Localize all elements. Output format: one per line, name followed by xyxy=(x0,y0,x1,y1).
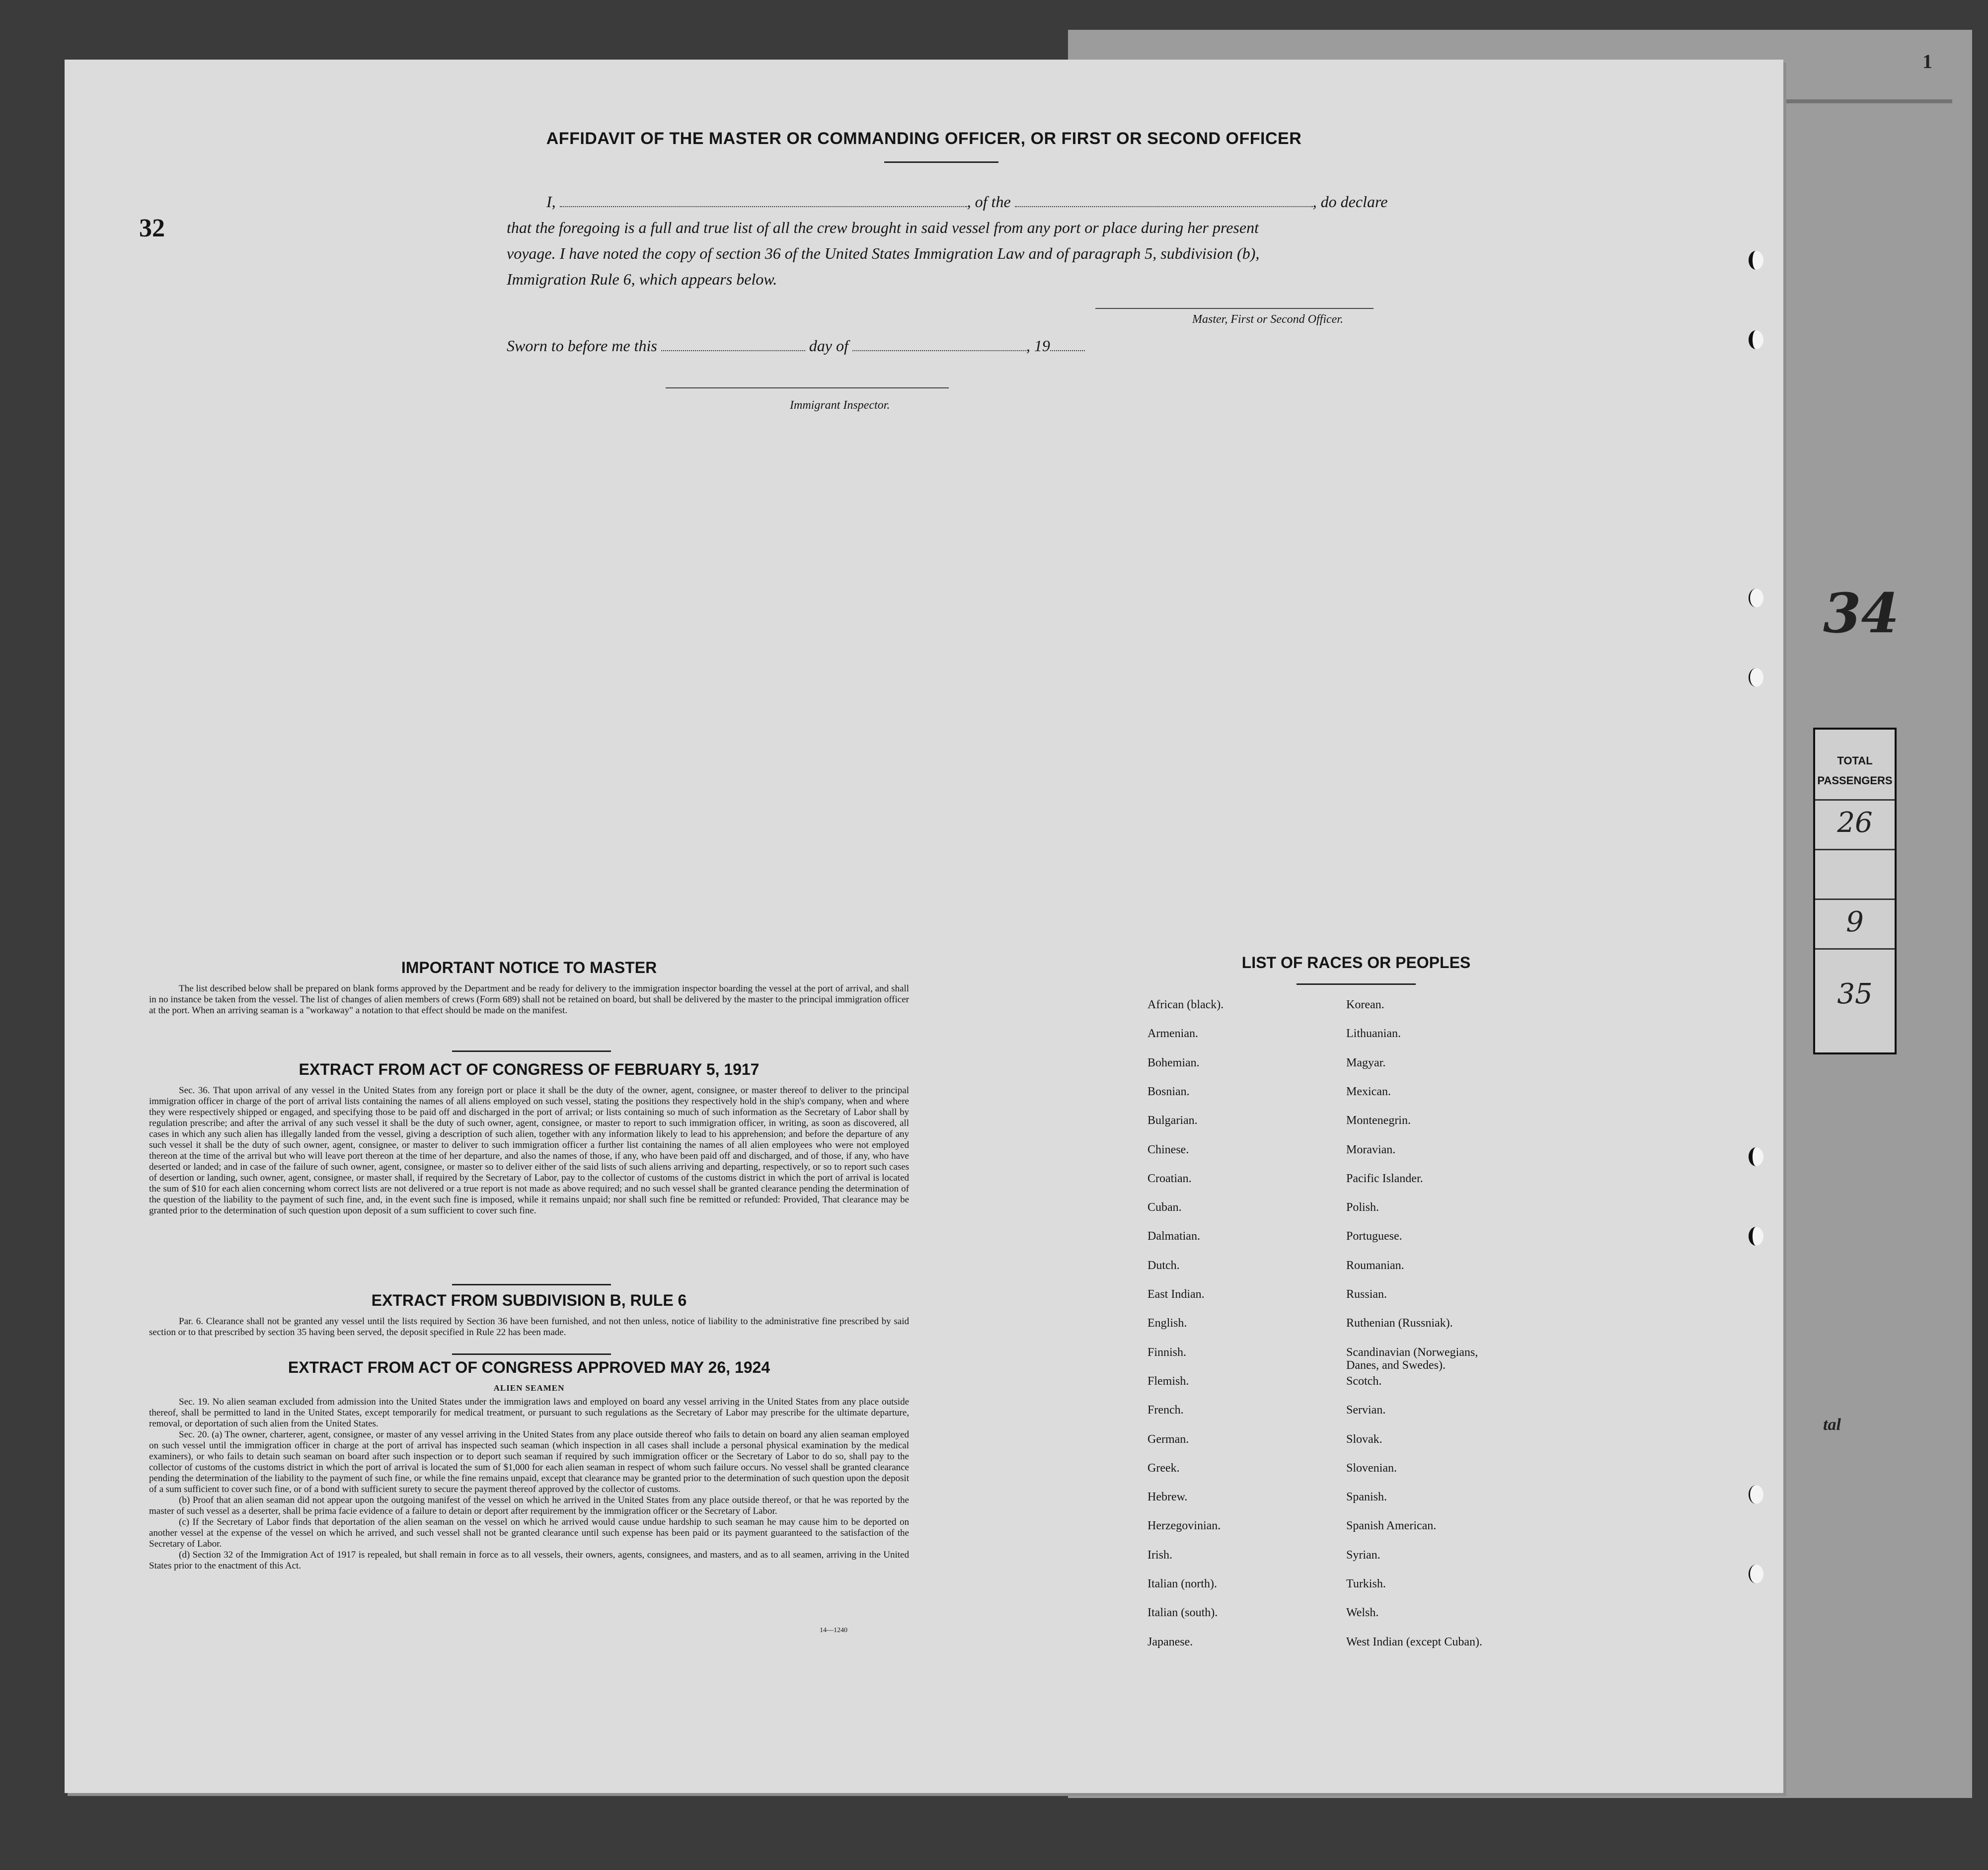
race-item-right: Syrian. xyxy=(1346,1548,1380,1562)
extract-1924-title: EXTRACT FROM ACT OF CONGRESS APPROVED MAY 26, 1924 xyxy=(288,1358,770,1376)
extract-1917-text: Sec. 36. That upon arrival of any vessel in the United States from any foreign port or place it shall be the duty of the owner, agent, consignee, or master thereof to deliver to the principal immigration officer in charge of the port of arrival lists containing the names of all aliens employed on such vessel, stating the positions they respectively hold in the ship's company, when and where they were respectively shipped or engaged, and specifying those to be paid off and discharged in the port of arrival; or lists containing so much of such information as the Secretary of Labor shall by regulation prescribe; and after the arrival of any such vessel it shall be the duty of such owner, agent, consignee, or master to report to such immigration officer, in writing, as soon as discovered, all cases in which any such alien has illegally landed from the vessel, giving a description of such alien, together with any information likely to lead to his apprehension; and before the departure of any such vessel it shall be the duty of such owner, agent, consignee, or master to deliver to such immigration officer a further list containing the names of all alien employees who were not employed thereon at the time of the arrival but who will leave port thereon at the time of her departure, and also the names of those, if any, who have been paid off and discharged, and of those, if any, who have deserted or landed; and in case of the failure of such owner, agent, consignee, or master so to deliver either of the said lists of such aliens arriving and departing, respectively, or so to report such cases of desertion or landing, such owner, agent, consignee, or master shall, if required by the Secretary of Labor, pay to the collector of customs of the customs district in which the port of arrival is located the sum of $10 for each alien concerning whom correct lists are not delivered or a true report is not made as above required; and no such vessel shall be granted clearance pending the determination of the question of the liability to the payment of such fine, and, in the event such fine is imposed, while it remains unpaid; nor shall such fine be remitted or refunded: Provided, That clearance may be granted prior to the determination of such question upon deposit of a sum sufficient to cover such fine. xyxy=(149,1085,909,1216)
race-item-right: West Indian (except Cuban). xyxy=(1346,1635,1482,1648)
declarant-suffix: , do declare xyxy=(1312,193,1388,211)
race-item-right: Lithuanian. xyxy=(1346,1027,1401,1041)
fragment-text: tal xyxy=(1823,1416,1841,1434)
race-item-left: Dalmatian. xyxy=(1147,1230,1200,1243)
race-item-left: Bosnian. xyxy=(1147,1085,1190,1098)
sworn-day-field[interactable] xyxy=(661,337,805,351)
total-passengers-tally xyxy=(1813,728,1897,1054)
affidavit-form-page xyxy=(65,60,1783,1793)
races-title: LIST OF RACES OR PEOPLES xyxy=(1241,954,1471,972)
sworn-year-prefix: , 19 xyxy=(1026,337,1050,355)
race-item-left: Croatian. xyxy=(1147,1172,1192,1185)
race-item-left: Dutch. xyxy=(1147,1259,1180,1272)
sec-20a-text: Sec. 20. (a) The owner, charterer, agent, consignee, or master of any vessel arriving in the United States from any place outside thereof who fails to detain on board any alien seaman employed on such vessel until the immigration officer in charge at the port of arrival has inspected such seaman (which inspection in all cases shall include a personal physical examination by the medical examiners), or who fails to detain such seaman on board after such inspection or to deport such seaman if required by such immigration officer or the Secretary of Labor to do so, shall pay to the collector of customs of the customs district in which the port of arrival is located the sum of $1,000 for each alien seaman in respect of whom such failure occurs. No vessel shall be granted clearance pending the determination of the liability to the payment of such fine, or while the fine remains unpaid, except that clearance may be granted prior to the determination of such question upon the deposit of a sum sufficient to cover such fine, or of a bond with sufficient surety to secure the payment thereof approved by the collector of customs. xyxy=(149,1429,909,1495)
binder-hole xyxy=(1749,1147,1763,1166)
tally-label-total: TOTAL xyxy=(1837,754,1873,767)
race-item-left: Finnish. xyxy=(1147,1346,1187,1359)
notice-title: IMPORTANT NOTICE TO MASTER xyxy=(401,959,657,976)
race-item-left: Flemish. xyxy=(1147,1374,1189,1388)
handwritten-scrawl: 34 xyxy=(1823,581,1900,645)
title-rule xyxy=(884,161,998,163)
sec-20b-text: (b) Proof that an alien seaman did not appear upon the outgoing manifest of the vessel on which he arrived in the United States from any place outside thereof, or that he was reported by the master of such vessel as a deserter, shall be prima facie evidence of a failure to detain or deport after requirement by the immigration officer or the Secretary of Labor. xyxy=(149,1495,909,1516)
race-item-left: Armenian. xyxy=(1147,1027,1198,1041)
statement-line-3: voyage. I have noted the copy of section 36 of the United States Immigration Law and of paragraph 5, subdivision (b), xyxy=(507,244,1260,262)
race-item-left: English. xyxy=(1147,1317,1187,1330)
race-item-left: Greek. xyxy=(1147,1461,1180,1475)
binder-hole xyxy=(1749,668,1763,687)
race-item-left: Irish. xyxy=(1147,1548,1172,1562)
extract-rule6-rule xyxy=(452,1353,611,1355)
alien-seamen-subtitle: ALIEN SEAMEN xyxy=(493,1383,565,1393)
race-item-left: Japanese. xyxy=(1147,1635,1193,1648)
race-item-right: Slovenian. xyxy=(1346,1461,1397,1475)
race-item-left: Italian (north). xyxy=(1147,1577,1217,1590)
binder-hole xyxy=(1749,1565,1763,1583)
race-item-right: Moravian. xyxy=(1346,1143,1396,1156)
race-item-right: Ruthenian (Russniak). xyxy=(1346,1317,1453,1330)
declarant-of-the: , of the xyxy=(967,193,1011,211)
extract-1917-title: EXTRACT FROM ACT OF CONGRESS OF FEBRUARY 5, 1917 xyxy=(299,1060,760,1078)
race-item-left: Bohemian. xyxy=(1147,1056,1200,1069)
affidavit-statement xyxy=(507,189,1480,292)
sworn-line xyxy=(507,333,1202,359)
race-item-right: Scotch. xyxy=(1346,1374,1382,1388)
tally-label-passengers: PASSENGERS xyxy=(1817,774,1893,787)
race-item-right: Scandinavian (Norwegians, Danes, and Swedes). xyxy=(1346,1346,1478,1372)
race-item-right: Spanish American. xyxy=(1346,1519,1437,1533)
race-item-left: Herzegovinian. xyxy=(1147,1519,1221,1533)
race-item-left: African (black). xyxy=(1147,998,1224,1011)
binder-hole xyxy=(1749,1227,1763,1246)
form-number: 14—1240 xyxy=(820,1627,847,1634)
tally-value-2: 9 xyxy=(1846,906,1864,938)
race-item-right: Roumanian. xyxy=(1346,1259,1404,1272)
master-signature-line[interactable] xyxy=(1095,308,1374,309)
extract-1924-body xyxy=(149,1397,909,1571)
tally-value-3: 35 xyxy=(1837,978,1873,1010)
binder-hole xyxy=(1749,1485,1763,1504)
extract-rule6-text: Par. 6. Clearance shall not be granted any vessel until the lists required by Section 36 have been furnished, and not then unless, notice of liability to the administrative fine prescribed by said section or to that prescribed by section 35 having been served, the deposit specified in Rule 22 has been made. xyxy=(149,1316,909,1338)
corner-mark: 1 xyxy=(1922,50,1932,73)
race-item-right: Pacific Islander. xyxy=(1346,1172,1423,1185)
notice-rule xyxy=(452,1050,611,1052)
sworn-year-field[interactable] xyxy=(1050,337,1085,351)
inspector-signature-line[interactable] xyxy=(666,387,949,388)
race-item-left: East Indian. xyxy=(1147,1288,1205,1301)
race-item-right: Korean. xyxy=(1346,998,1384,1011)
extract-1917-rule xyxy=(452,1284,611,1285)
affidavit-title: AFFIDAVIT OF THE MASTER OR COMMANDING OFFICER, OR FIRST OR SECOND OFFICER xyxy=(546,129,1302,148)
race-item-right: Russian. xyxy=(1346,1288,1387,1301)
race-item-left: Italian (south). xyxy=(1147,1606,1218,1620)
sworn-prefix: Sworn to before me this xyxy=(507,337,657,355)
race-item-left: Chinese. xyxy=(1147,1143,1189,1156)
race-item-right: Turkish. xyxy=(1346,1577,1386,1590)
race-item-left: French. xyxy=(1147,1404,1184,1417)
master-signature-caption: Master, First or Second Officer. xyxy=(1192,313,1343,326)
extract-rule6-title: EXTRACT FROM SUBDIVISION B, RULE 6 xyxy=(371,1291,687,1309)
binder-hole xyxy=(1749,330,1763,349)
vessel-name-field[interactable] xyxy=(1015,193,1313,207)
races-rule xyxy=(1297,983,1416,985)
race-item-right: Polish. xyxy=(1346,1201,1379,1214)
race-item-right: Mexican. xyxy=(1346,1085,1391,1098)
race-item-right: Montenegrin. xyxy=(1346,1114,1411,1127)
race-item-right: Spanish. xyxy=(1346,1491,1387,1504)
race-item-right: Portuguese. xyxy=(1346,1230,1402,1243)
sec-20d-text: (d) Section 32 of the Immigration Act of 1917 is repealed, but shall remain in force as to all vessels, their owners, agents, consignees, and masters, and as to all seamen, arriving in the United States prior to the enactment of this Act. xyxy=(149,1550,909,1571)
declarant-prefix: I, xyxy=(546,193,556,211)
statement-line-4: Immigration Rule 6, which appears below. xyxy=(507,270,777,288)
sec-20c-text: (c) If the Secretary of Labor finds that deportation of the alien seaman on the vessel on which he arrived would cause undue hardship to such seaman he may cause him to be deported on another vessel at the expense of the vessel on which he arrived, and such vessel shall not be granted clearance until such expense has been paid or its payment guaranteed to the satisfaction of the Secretary of Labor. xyxy=(149,1517,909,1549)
binder-hole xyxy=(1749,589,1763,607)
sec-19-text: Sec. 19. No alien seaman excluded from admission into the United States under the immigration laws and employed on board any vessel arriving in the United States from any place outside thereof, shall be permitted to land in the United States, except temporarily for medical treatment, or pursuant to such regulations as the Secretary of Labor may prescribe for the ultimate departure, removal, or deportation of such alien from the United States. xyxy=(149,1397,909,1429)
race-item-right: Welsh. xyxy=(1346,1606,1379,1620)
race-item-left: German. xyxy=(1147,1432,1189,1446)
binder-hole xyxy=(1749,251,1763,270)
sworn-day-of: day of xyxy=(809,337,848,355)
race-item-right: Slovak. xyxy=(1346,1432,1382,1446)
sworn-month-field[interactable] xyxy=(852,337,1026,351)
inspector-caption: Immigrant Inspector. xyxy=(790,399,890,412)
declarant-name-field[interactable] xyxy=(560,193,967,207)
race-item-left: Bulgarian. xyxy=(1147,1114,1198,1127)
notice-text: The list described below shall be prepared on blank forms approved by the Department and be ready for delivery to the immigration inspector boarding the vessel at the port of arrival, and shall in no instance be taken from the vessel. The list of changes of alien members of crews (Form 689) shall not be retained on board, but shall be delivered by the master to the principal immigration officer at the port. When an arriving seaman is a "workaway" a notation to that effect should be made on the manifest. xyxy=(149,983,909,1016)
race-item-left: Hebrew. xyxy=(1147,1491,1188,1504)
statement-line-2: that the foregoing is a full and true list of all the crew brought in said vessel from any port or place during her present xyxy=(507,219,1259,236)
race-item-left: Cuban. xyxy=(1147,1201,1182,1214)
margin-mark: 32 xyxy=(139,214,165,242)
race-item-right: Magyar. xyxy=(1346,1056,1386,1069)
tally-value-1: 26 xyxy=(1837,807,1873,839)
race-item-right: Servian. xyxy=(1346,1404,1386,1417)
